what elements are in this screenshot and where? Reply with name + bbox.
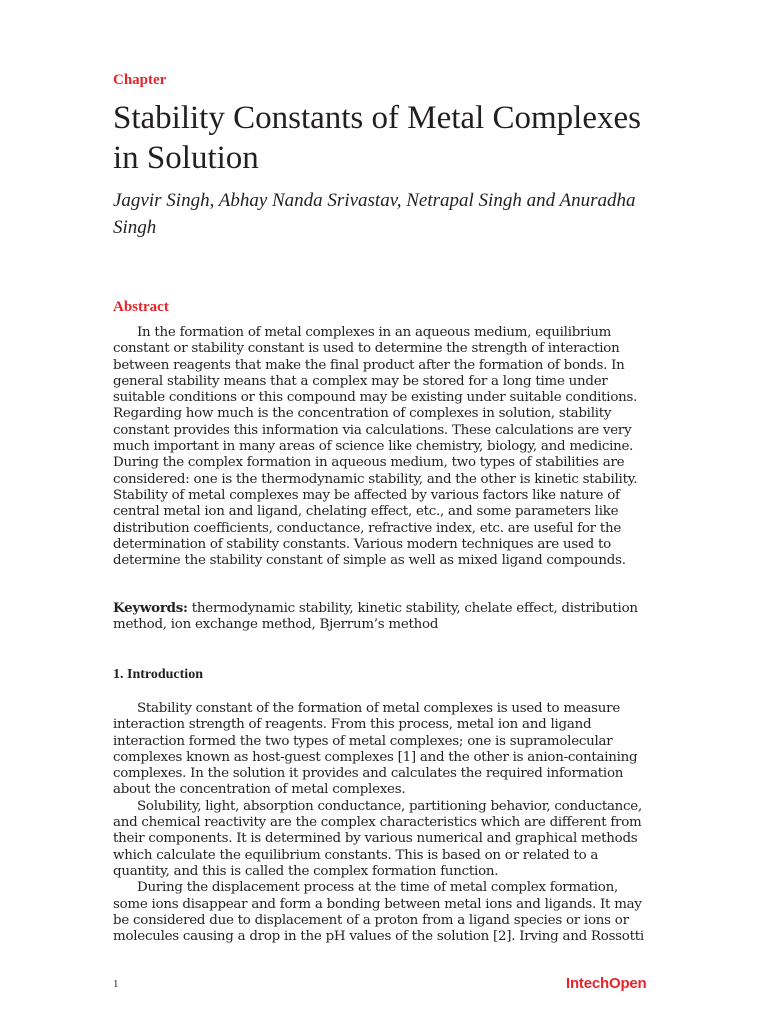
publisher-logo: IntechOpen: [566, 975, 647, 992]
paragraph: Solubility, light, absorption conductance, partitioning behavior, conductance, and chemical reactivity are the complex characteristics which are different from their components. It is determined by various numerical and graphical methods which calculate the equilibrium constants. This is based on or related to a quantity, and this is called the complex formation function.: [113, 798, 642, 879]
abstract-text: In the formation of metal complexes in an aqueous medium, equilibrium constant or stability constant is used to determine the strength of interaction between reagents that make the final product after the formation of bonds. In general stability means that a complex may be stored for a long time under suitable conditions or this compound may be existing under suitable conditions. Regarding how much is the concentration of complexes in solution, stability constant provides this information via calculations. These calculations are very much important in many areas of science like chemistry, biology, and medicine. During the complex formation in aqueous medium, two types of stabilities are considered: one is the thermodynamic stability, and the other is kinetic stability. Stability of metal complexes may be affected by various factors like nature of central metal ion and ligand, chelating effect, etc., and some parameters like distribution coefficients, conductance, refractive index, etc. are useful for the determination of stability constants. Various modern techniques are used to determine the stability constant of simple as well as mixed ligand compounds.: [113, 325, 638, 569]
keywords-label: Keywords:: [113, 600, 188, 616]
section-heading-introduction: 1. Introduction: [113, 667, 203, 682]
author-list: Jagvir Singh, Abhay Nanda Srivastav, Netrapal Singh and Anuradha Singh: [113, 190, 636, 238]
page-number: 1: [113, 978, 119, 990]
keywords-text: thermodynamic stability, kinetic stability, chelate effect, distribution method, ion exchange method, Bjerrum’s method: [113, 601, 638, 633]
chapter-label: Chapter: [113, 72, 167, 88]
chapter-title: Stability Constants of Metal Complexes in Solution: [113, 100, 641, 176]
abstract-heading: Abstract: [113, 299, 169, 315]
keywords: [113, 600, 653, 634]
paragraph: Stability constant of the formation of metal complexes is used to measure interaction strength of reagents. From this process, metal ion and ligand interaction formed the two types of metal complexes; one is supramolecular complexes known as host-guest complexes [1] and the other is anion-containing complexes. In the solution it provides and calculates the required information about the concentration of metal complexes.: [113, 701, 638, 798]
paragraph: During the displacement process at the time of metal complex formation, some ions disappear and form a bonding between metal ions and ligands. It may be considered due to displacement of a proton from a ligand species or ions or molecules causing a drop in the pH values of the solution [2]. Irving and Rossotti: [113, 880, 644, 945]
introduction-body: [113, 701, 653, 945]
